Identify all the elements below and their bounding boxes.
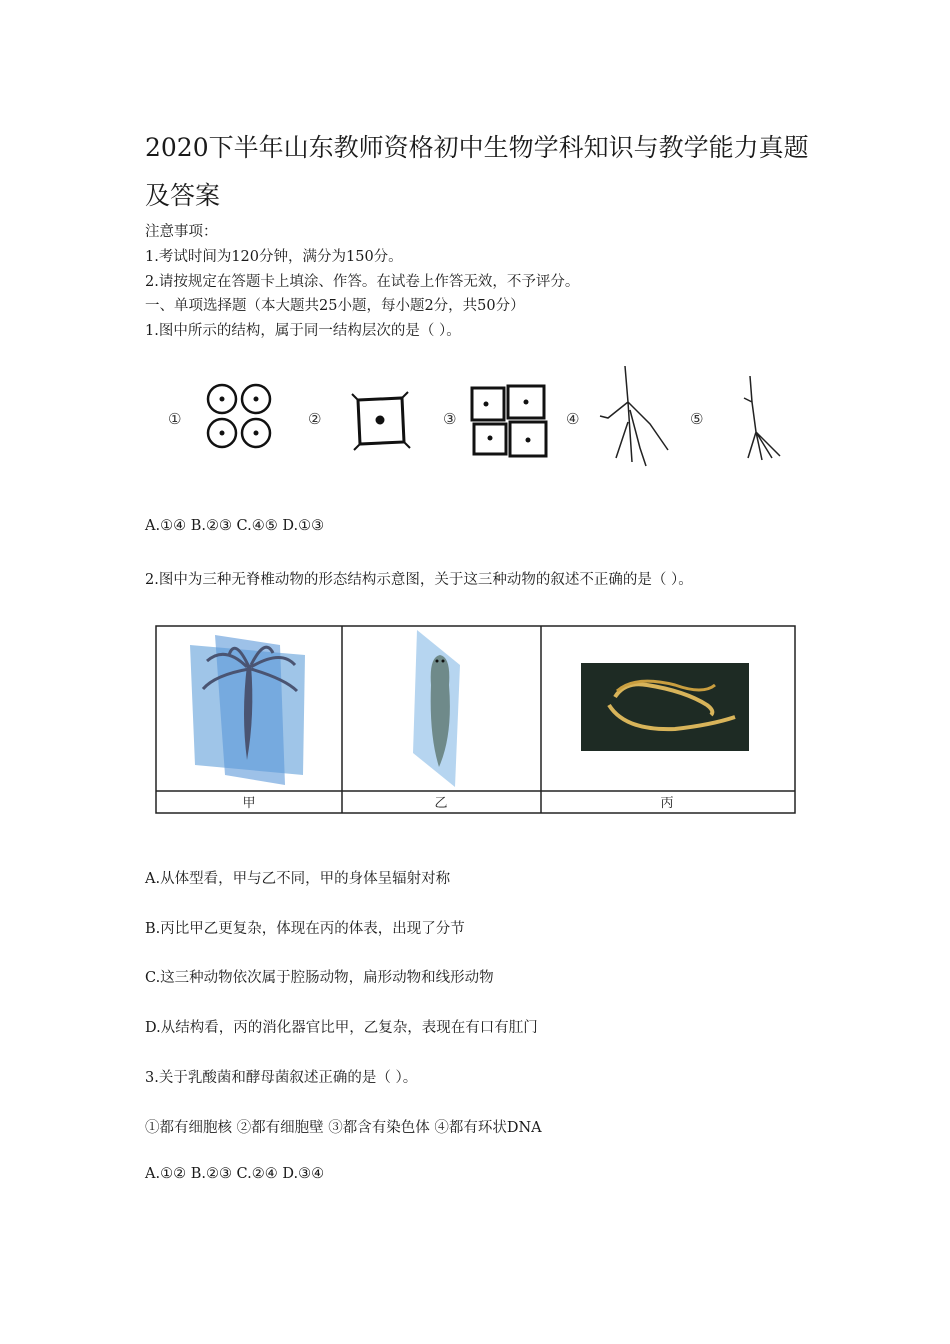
q2-stem: 2.图中为三种无脊椎动物的形态结构示意图，关于这三种动物的叙述不正确的是（ ）。	[145, 572, 693, 588]
q1-label-3: ③	[443, 410, 457, 428]
q2-option-c: C.这三种动物依次属于腔肠动物，扁形动物和线形动物	[145, 970, 494, 986]
cell-group-drawing	[208, 385, 270, 447]
q1-label-4: ④	[566, 410, 580, 428]
q3-options: A.①② B.②③ C.②④ D.③④	[145, 1166, 325, 1182]
q2-option-b: B.丙比甲乙更复杂，体现在丙的体表，出现了分节	[145, 921, 465, 937]
notice-item-2: 2.请按规定在答题卡上填涂、作答。在试卷上作答无效，不予评分。	[145, 274, 580, 290]
root-tip-drawing	[744, 376, 780, 460]
section-heading: 一、单项选择题（本大题共25小题，每小题2分，共50分）	[145, 298, 525, 314]
notice-item-1: 1.考试时间为120分钟，满分为150分。	[145, 249, 403, 265]
q1-label-1: ①	[168, 410, 182, 428]
q2-figure-table	[155, 625, 797, 818]
notice-heading: 注意事项：	[145, 224, 218, 240]
q1-stem: 1.图中所示的结构，属于同一结构层次的是（ ）。	[145, 323, 461, 339]
figure-label-yi: 乙	[434, 796, 448, 811]
roundworm-image	[581, 663, 749, 751]
q2-option-d: D.从结构看，丙的消化器官比甲，乙复杂，表现在有口有肛门	[145, 1020, 538, 1036]
q2-option-a: A.从体型看，甲与乙不同，甲的身体呈辐射对称	[145, 871, 451, 887]
plant-cells-drawing	[472, 386, 546, 456]
single-cell-drawing	[352, 392, 410, 450]
q3-stem: 3.关于乳酸菌和酵母菌叙述正确的是（ ）。	[145, 1070, 418, 1086]
hydra-image	[190, 635, 305, 785]
q3-statements: ①都有细胞核 ②都有细胞壁 ③都含有染色体 ④都有环状DNA	[145, 1120, 542, 1136]
document-title: 2020下半年山东教师资格初中生物学科知识与教学能力真题及答案	[145, 133, 809, 210]
q1-label-2: ②	[308, 410, 322, 428]
q1-options: A.①④ B.②③ C.④⑤ D.①③	[145, 518, 325, 534]
q1-label-5: ⑤	[690, 410, 704, 428]
q1-figure	[160, 362, 800, 474]
figure-label-bing: 丙	[660, 796, 674, 811]
root-system-drawing	[600, 366, 668, 466]
figure-label-jia: 甲	[242, 796, 256, 811]
